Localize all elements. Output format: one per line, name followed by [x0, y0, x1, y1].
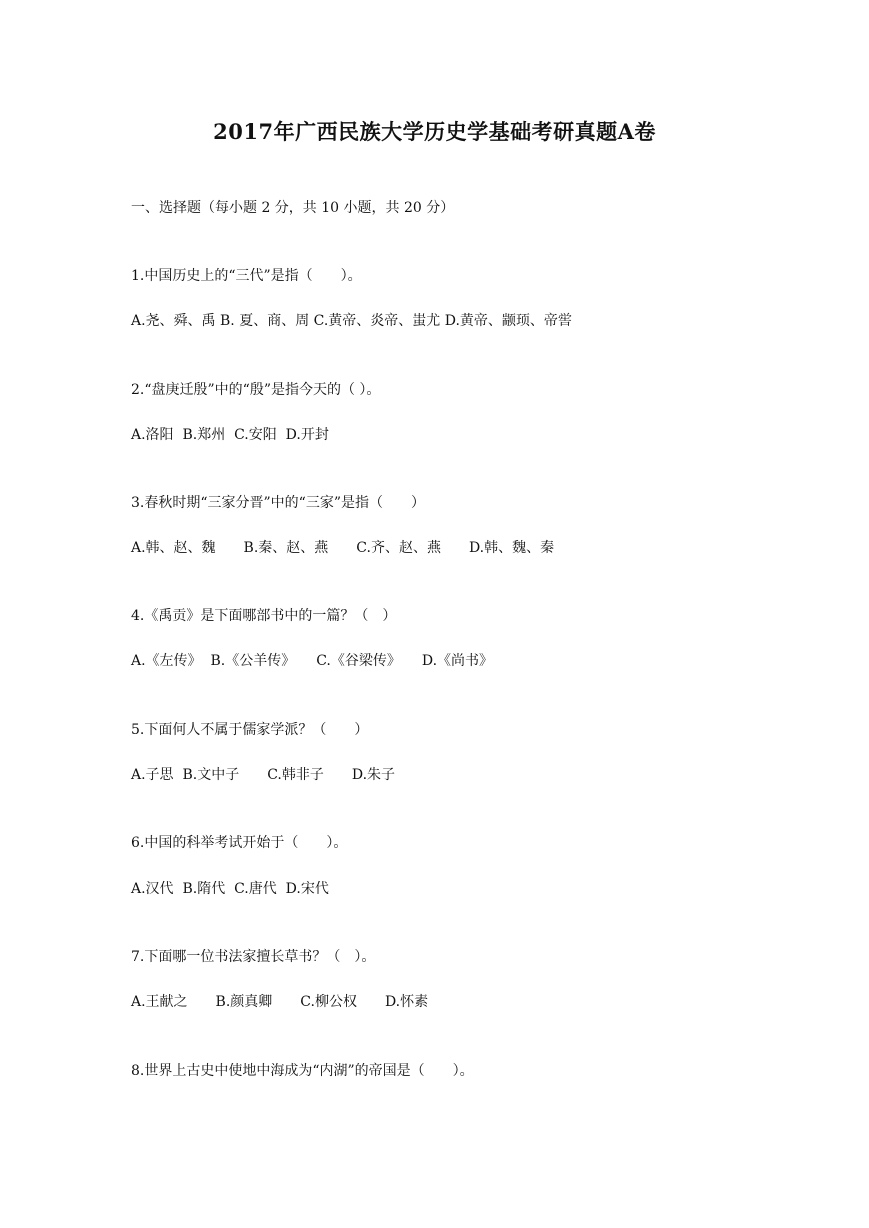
question-7: 7.下面哪一位书法家擅长草书？（ ）。: [131, 949, 376, 965]
options-1: A.尧、舜、禹 B. 夏、商、周 C.黄帝、炎帝、蚩尤 D.黄帝、颛顼、帝喾: [131, 313, 572, 329]
question-8: 8.世界上古史中使地中海成为“内湖”的帝国是（ ）。: [131, 1063, 474, 1079]
question-1: 1.中国历史上的“三代”是指（ ）。: [131, 268, 362, 284]
page-title: 2017年广西民族大学历史学基础考研真题A卷: [213, 119, 656, 144]
options-6: A.汉代 B.隋代 C.唐代 D.宋代: [131, 881, 329, 897]
section-heading: 一、选择题（每小题 2 分，共 10 小题，共 20 分）: [131, 200, 455, 216]
question-2: 2.“盘庚迁殷”中的“殷”是指今天的（ ）。: [131, 382, 381, 398]
question-6: 6.中国的科举考试开始于（ ）。: [131, 835, 348, 851]
options-7: A.王献之 B.颜真卿 C.柳公权 D.怀素: [131, 994, 429, 1010]
options-4: A.《左传》 B.《公羊传》 C.《谷梁传》 D.《尚书》: [131, 653, 494, 669]
options-3: A.韩、赵、魏 B.秦、赵、燕 C.齐、赵、燕 D.韩、魏、秦: [131, 540, 555, 556]
options-2: A.洛阳 B.郑州 C.安阳 D.开封: [131, 427, 329, 443]
question-5: 5.下面何人不属于儒家学派？（ ）: [131, 722, 369, 738]
question-3: 3.春秋时期“三家分晋”中的“三家”是指（ ）: [131, 495, 425, 511]
options-5: A.子思 B.文中子 C.韩非子 D.朱子: [131, 767, 396, 783]
question-4: 4.《禹贡》是下面哪部书中的一篇？（ ）: [131, 608, 397, 624]
